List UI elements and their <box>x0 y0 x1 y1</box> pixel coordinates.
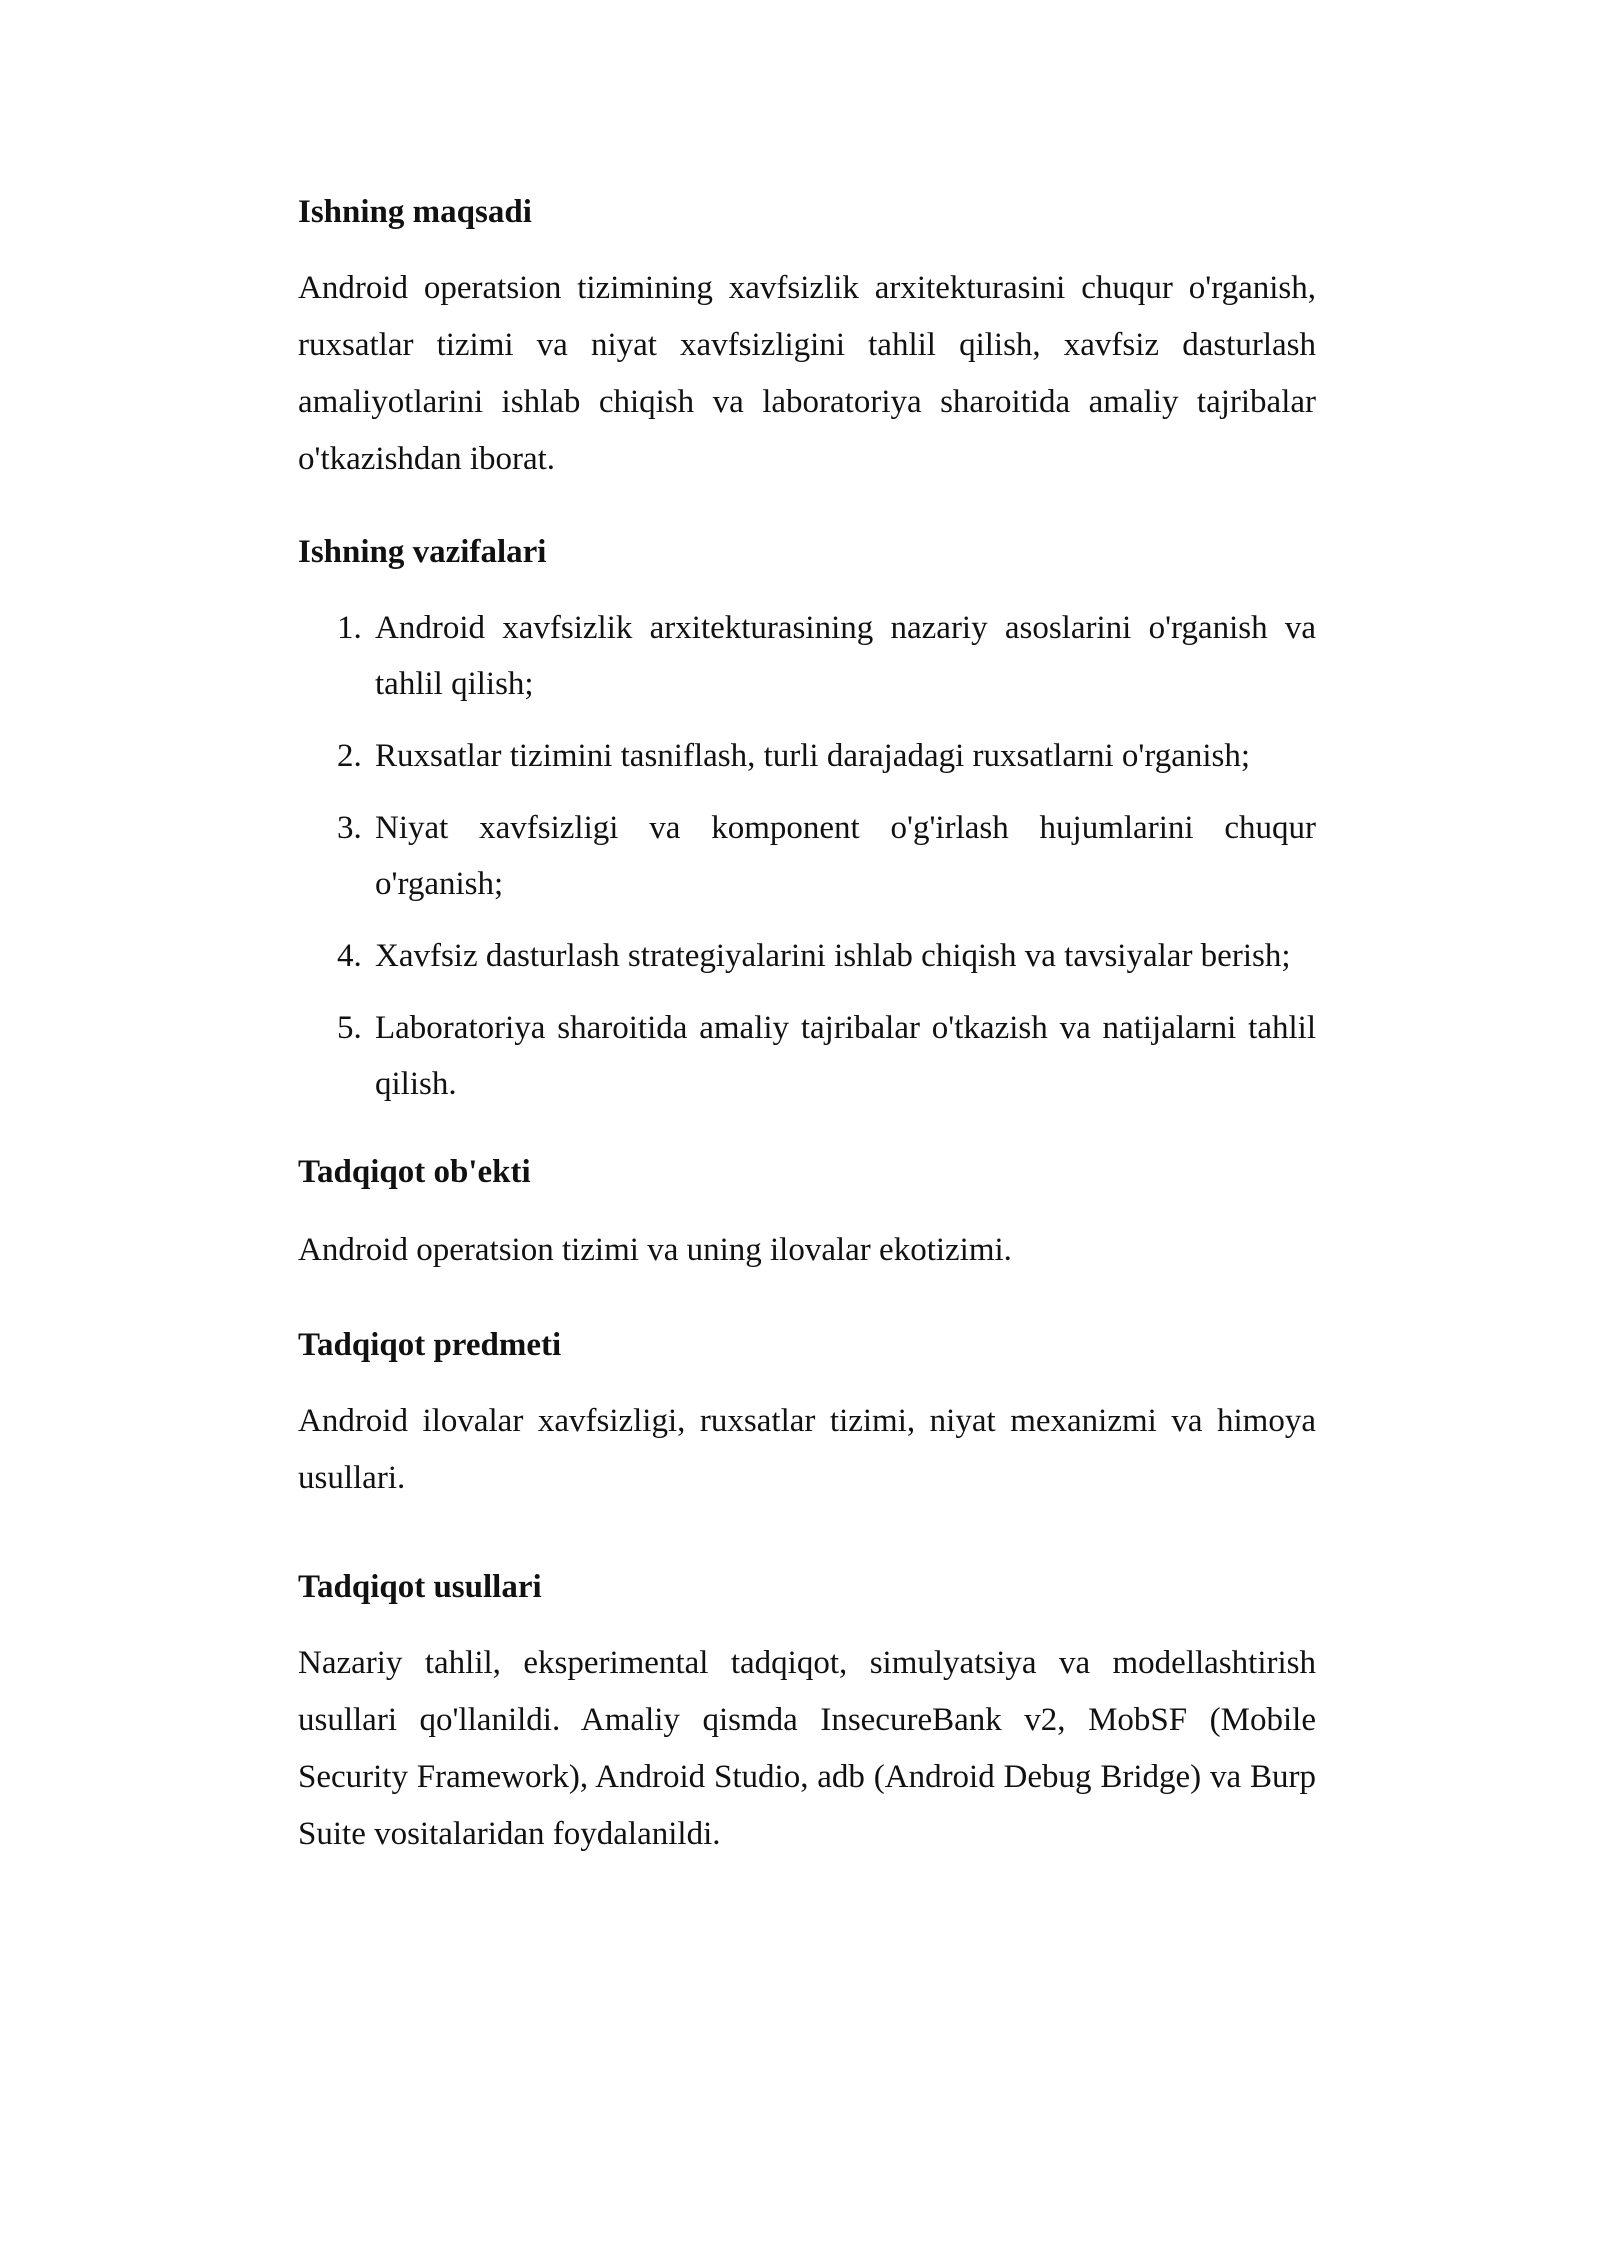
section-heading-tasks: Ishning vazifalari <box>298 534 547 570</box>
list-item-text: Niyat xavfsizligi va komponent o'g'irlash hujumlarini chuqur o'rganish; <box>375 810 1316 902</box>
tasks-list <box>298 600 1316 1112</box>
section-text-object: Android operatsion tizimi va uning ilovalar ekotizimi. <box>298 1232 1012 1268</box>
section-text-methods: Nazariy tahlil, eksperimental tadqiqot, simulyatsiya va modellashtirish usullari qo'llanildi. Amaliy qismda InsecureBank v2, MobSF (Mobile Security Framework), Android Studio, adb (Android Debug Bridge) va Burp Suite vositalaridan foydalanildi. <box>298 1645 1316 1852</box>
list-item <box>298 1000 1316 1112</box>
document-page <box>298 170 1316 1863</box>
section-heading-object: Tadqiqot ob'ekti <box>298 1154 531 1190</box>
section-text-goal: Android operatsion tizimining xavfsizlik arxitekturasini chuqur o'rganish, ruxsatlar tizimi va niyat xavfsizligini tahlil qilish, xavfsiz dasturlash amaliyotlarini ishlab chiqish va laboratoriya sharoitida amaliy tajribalar o'tkazishdan iborat. <box>298 270 1316 477</box>
list-item-text: Ruxsatlar tizimini tasniflash, turli darajadagi ruxsatlarni o'rganish; <box>375 738 1251 774</box>
list-item <box>298 800 1316 912</box>
list-item <box>298 728 1316 784</box>
section-heading-methods: Tadqiqot usullari <box>298 1569 542 1605</box>
section-text-subject: Android ilovalar xavfsizligi, ruxsatlar tizimi, niyat mexanizmi va himoya usullari. <box>298 1403 1316 1496</box>
list-item-number: 4. <box>337 938 362 974</box>
list-item-number: 2. <box>337 738 362 774</box>
list-item-text: Xavfsiz dasturlash strategiyalarini ishlab chiqish va tavsiyalar berish; <box>375 938 1291 974</box>
list-item-number: 1. <box>337 610 362 646</box>
list-item <box>298 600 1316 712</box>
list-item <box>298 928 1316 984</box>
list-item-text: Laboratoriya sharoitida amaliy tajribalar o'tkazish va natijalarni tahlil qilish. <box>375 1010 1316 1102</box>
section-heading-goal: Ishning maqsadi <box>298 194 532 230</box>
list-item-number: 3. <box>337 810 362 846</box>
section-heading-subject: Tadqiqot predmeti <box>298 1327 562 1363</box>
list-item-number: 5. <box>337 1010 362 1046</box>
list-item-text: Android xavfsizlik arxitekturasining nazariy asoslarini o'rganish va tahlil qilish; <box>375 610 1316 702</box>
